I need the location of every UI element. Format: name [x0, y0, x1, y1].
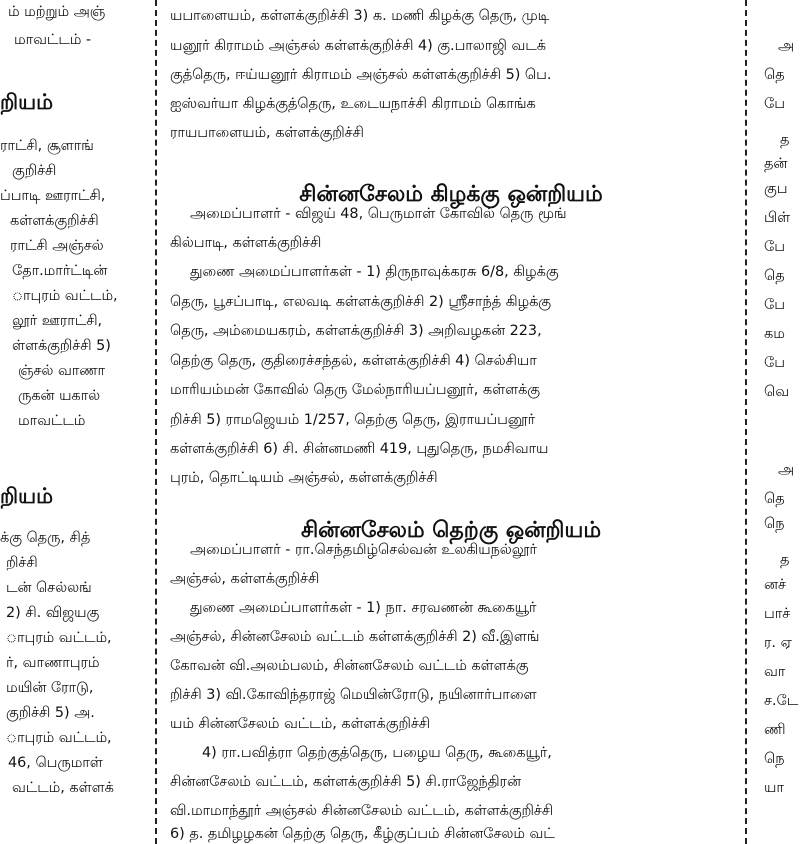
text-line: தெரு, அம்மையகரம், கள்ளக்குறிச்சி 3) அறிவழகன் 223, [170, 323, 542, 339]
section-heading-chinnasalem-south: சின்னசேலம் தெற்கு ஒன்றியம் [300, 518, 602, 543]
text-line: குறிச்சி 5) அ. [6, 705, 95, 721]
text-line: றிச்சி 3) வி.கோவிந்தராஜ் மெயின்ரோடு, நயினார்பாளை [170, 687, 537, 703]
text-line: வி.மாமாந்தூர் அஞ்சல் சின்னசேலம் வட்டம், கள்ளக்குறிச்சி [170, 803, 554, 819]
section-heading: றியம் [0, 90, 53, 114]
text-line: கம [764, 326, 785, 342]
text-line: கோவன் வி.அலம்பலம், சின்னசேலம் வட்டம் கள்ளக்கு [170, 658, 529, 674]
text-line: வா [764, 664, 786, 680]
column-divider-left [155, 0, 157, 844]
text-line: ராட்சி, சூளாங் [0, 138, 94, 154]
text-line: யா [764, 780, 784, 796]
text-line: லூர் ஊராட்சி, [12, 313, 103, 329]
text-line: 4) ரா.பவித்ரா தெற்குத்தெரு, பழைய தெரு, கூகையூர், [202, 745, 552, 761]
text-line: யம் சின்னசேலம் வட்டம், கள்ளக்குறிச்சி [170, 716, 431, 732]
text-line: ச.டே [764, 693, 799, 709]
text-line: பே [764, 239, 785, 255]
text-line: க்கு தெரு, சித் [0, 530, 91, 546]
text-line: அமைப்பாளர் - ரா.செந்தமிழ்செல்வன் உலகியநல்லூர் [190, 542, 537, 558]
text-line: றிச்சி 5) ராமஜெயம் 1/257, தெற்கு தெரு, இராயப்பனூர் [170, 412, 536, 428]
text-line: கள்ளக்குறிச்சி [10, 213, 99, 229]
text-line: தோ.மார்ட்டின் [12, 263, 108, 279]
text-line: பாச் [764, 606, 791, 622]
text-line: ர், வாணாபுரம் [6, 655, 100, 671]
text-line: 6) த. தமிழழகன் தெற்கு தெரு, கீழ்குப்பம் சின்னசேலம் வட் [170, 826, 555, 842]
text-line: தெரு, பூசப்பாடி, எலவடி கள்ளக்குறிச்சி 2) ஸ்ரீசாந்த் கிழக்கு [170, 294, 552, 310]
text-line: வெ [764, 384, 789, 400]
text-line: த [780, 552, 790, 568]
text-line: த [780, 132, 790, 148]
text-line: ஞ்சல் வாணா [18, 363, 106, 379]
text-line: நெ [764, 751, 785, 767]
text-line: தெற்கு தெரு, குதிரைச்சந்தல், கள்ளக்குறிச்சி 4) செல்சியா [170, 353, 537, 369]
text-line: வட்டம், கள்ளக் [12, 780, 114, 796]
text-line: யனூர் கிராமம் அஞ்சல் கள்ளக்குறிச்சி 4) கு.பாலாஜி வடக் [170, 38, 546, 54]
text-line: 2) சி. விஜயகு [6, 605, 100, 621]
text-line: மயின் ரோடு, [6, 680, 94, 696]
text-line: றிச்சி [6, 555, 38, 571]
right-column [752, 0, 800, 844]
text-line: பே [764, 96, 785, 112]
text-line: பே [764, 297, 785, 313]
section-heading: றியம் [0, 484, 53, 508]
text-line: 46, பெருமாள் [8, 755, 103, 771]
text-line: அஞ்சல், கள்ளக்குறிச்சி [170, 571, 320, 587]
text-line: தெ [764, 491, 785, 507]
text-line: குப [764, 181, 788, 197]
text-line: தன் [764, 156, 788, 172]
text-line: நெ [764, 516, 785, 532]
column-divider-right [745, 0, 747, 844]
text-line: பே [764, 355, 785, 371]
text-line: னச் [764, 577, 786, 593]
text-line: ணி [764, 722, 786, 738]
text-line: சின்னசேலம் வட்டம், கள்ளக்குறிச்சி 5) சி.ராஜேந்திரன் [170, 774, 521, 790]
text-line: புரம், தொட்டியம் அஞ்சல், கள்ளக்குறிச்சி [170, 470, 438, 486]
text-line: டன் செல்லங் [6, 580, 92, 596]
text-line: ாபுரம் வட்டம், [6, 730, 112, 746]
text-line: அமைப்பாளர் - விஜய் 48, பெருமாள் கோவில் தெரு மூங் [190, 206, 567, 222]
text-line: அ [778, 38, 794, 54]
text-line: துணை அமைப்பாளர்கள் - 1) திருநாவுக்கரசு 6/8, கிழக்கு [190, 264, 559, 280]
text-line: யபாளையம், கள்ளக்குறிச்சி 3) க. மணி கிழக்கு தெரு, முடி [170, 8, 550, 24]
left-column [0, 0, 150, 844]
text-line: துணை அமைப்பாளர்கள் - 1) நா. சரவணன் கூகையூர் [190, 600, 537, 616]
text-line: அஞ்சல், சின்னசேலம் வட்டம் கள்ளக்குறிச்சி 2) வீ.இளங் [170, 629, 540, 645]
text-line: ம் மற்றும் அஞ் [8, 4, 106, 20]
text-line: பிள் [764, 210, 791, 226]
text-line: ஐஸ்வர்யா கிழக்குத்தெரு, உடையநாச்சி கிராமம் கொங்க [170, 96, 536, 112]
text-line: குறிச்சி [12, 163, 57, 179]
text-line: மாரியம்மன் கோவில் தெரு மேல்நாரியப்பனூர், கள்ளக்கு [170, 382, 540, 398]
text-line: கில்பாடி, கள்ளக்குறிச்சி [170, 235, 322, 251]
text-line: குத்தெரு, ஈய்யனூர் கிராமம் அஞ்சல் கள்ளக்குறிச்சி 5) பெ. [170, 67, 552, 83]
text-line: ாபுரம் வட்டம், [12, 288, 118, 304]
text-line: அ [778, 462, 794, 478]
text-line: ாபுரம் வட்டம், [6, 630, 112, 646]
text-line: ருகன் யகால் [18, 388, 101, 404]
text-line: கள்ளக்குறிச்சி 6) சி. சின்னமணி 419, புதுதெரு, நமசிவாய [170, 441, 549, 457]
text-line: மாவட்டம் - [14, 32, 92, 48]
text-line: ள்ளக்குறிச்சி 5) [12, 338, 111, 354]
text-line: ராயபாளையம், கள்ளக்குறிச்சி [170, 125, 364, 141]
main-column [162, 0, 740, 844]
text-line: ராட்சி அஞ்சல் [10, 238, 104, 254]
text-line: ப்பாடி ஊராட்சி, [0, 188, 106, 204]
text-line: தெ [764, 67, 785, 83]
text-line: தெ [764, 268, 785, 284]
section-heading-chinnasalem-east: சின்னசேலம் கிழக்கு ஒன்றியம் [299, 182, 603, 207]
text-line: ர. ஏ [764, 635, 792, 651]
text-line: மாவட்டம் [18, 413, 86, 429]
